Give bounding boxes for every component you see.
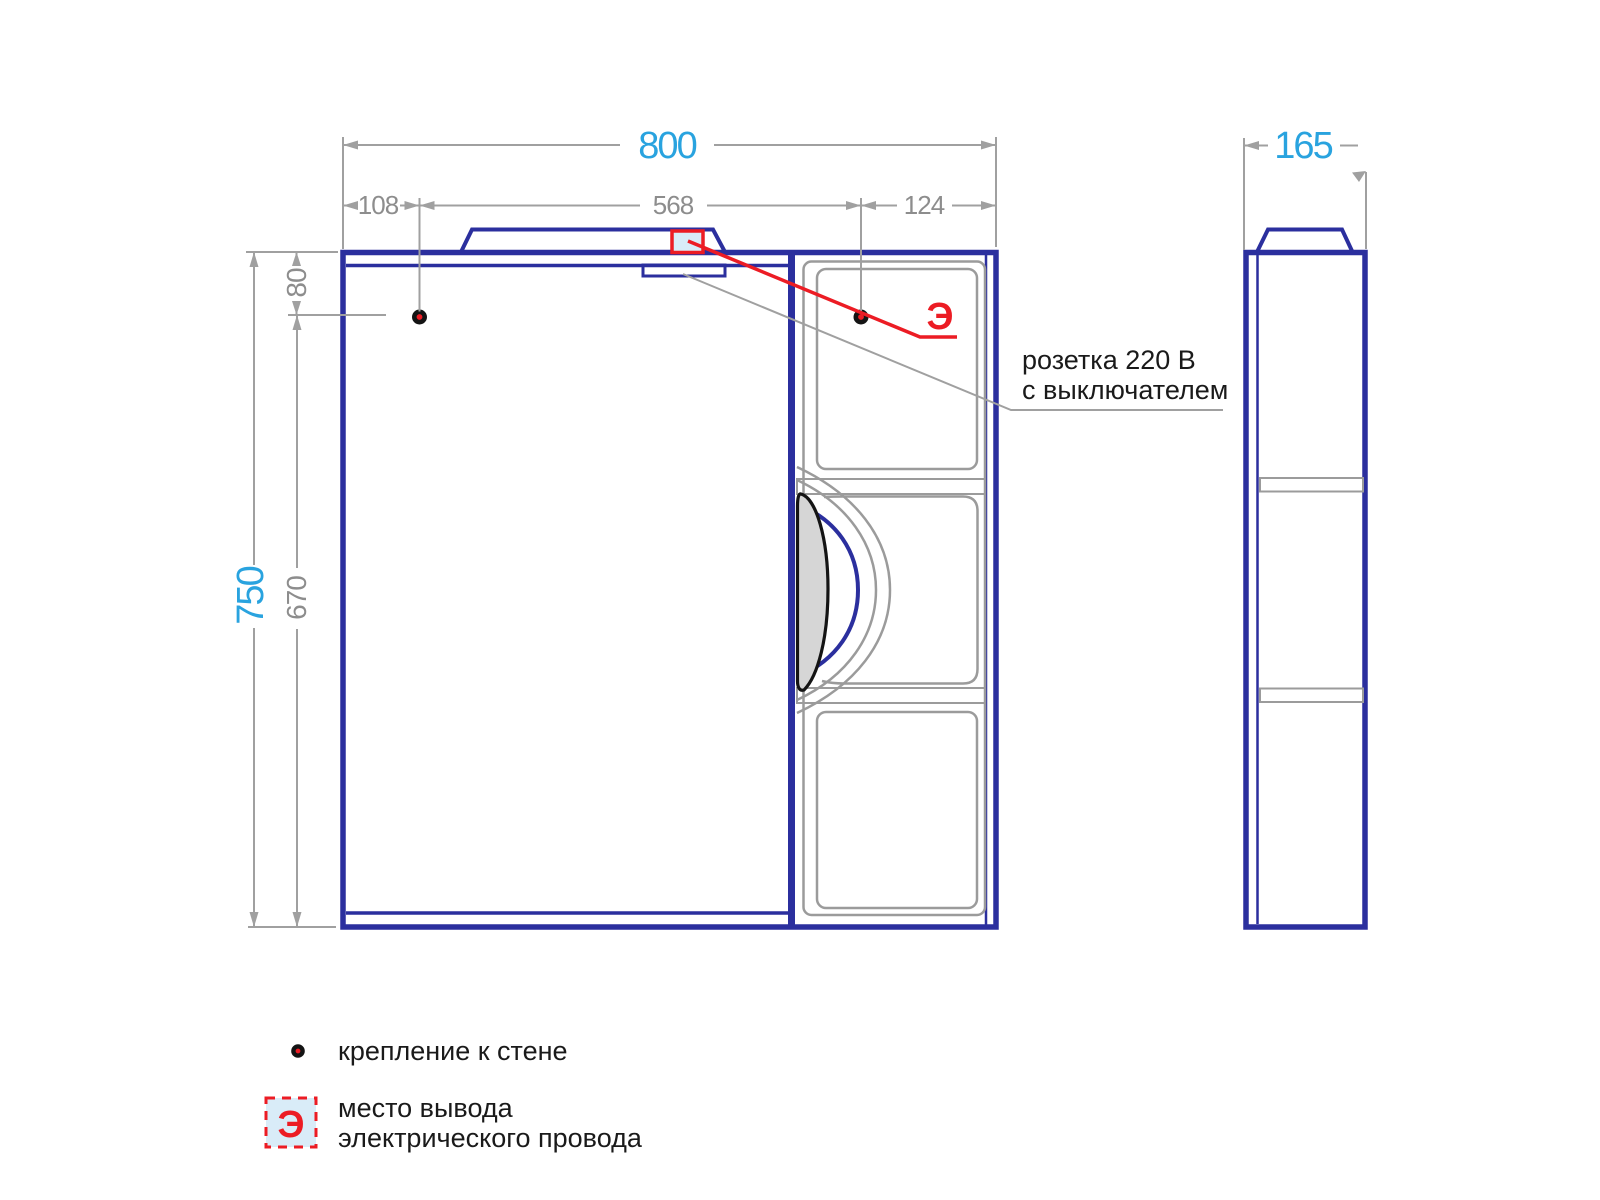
dim-124-arrow-right	[981, 201, 996, 210]
dim-mount-bottom-span: 670	[281, 576, 312, 620]
legend-mount-dot-icon	[293, 1046, 302, 1055]
wall-mount-dot-left	[414, 312, 424, 322]
electric-outlet-square	[672, 231, 703, 253]
dim-670-arrow-top	[293, 315, 302, 330]
legend-mount-label: крепление к стене	[338, 1036, 568, 1066]
dim-165-arrow-left	[1244, 141, 1259, 150]
dim-mount-right-offset: 124	[903, 190, 945, 220]
dim-800-arrow-right	[981, 141, 996, 150]
dim-670-arrow-bottom	[293, 912, 302, 927]
dim-124-arrow-left	[861, 201, 876, 210]
mount-dots	[414, 312, 866, 322]
door-bottom-panel	[817, 712, 977, 908]
side-shelf-top	[1260, 478, 1363, 492]
dim-overall-width: 800	[638, 125, 696, 167]
dim-750-arrow-top	[250, 252, 259, 267]
door-arc-handle	[797, 467, 890, 713]
dim-80-arrow-top	[292, 252, 301, 266]
dim-mount-top-offset: 80	[281, 268, 312, 298]
electric-leader-line	[688, 241, 957, 337]
side-lamp-cornice	[1257, 230, 1353, 253]
front-view	[343, 230, 996, 928]
side-outer-body	[1246, 253, 1365, 928]
dim-80-arrow-bottom	[292, 301, 301, 315]
electric-symbol-label: Э	[926, 296, 954, 338]
dim-568-arrow-left	[420, 201, 435, 210]
dim-depth: 165	[1274, 125, 1332, 167]
dim-108-arrow-right	[405, 201, 420, 210]
socket-label-line1: розетка 220 В	[1022, 345, 1196, 375]
legend-electric-label-line1: место вывода	[338, 1093, 513, 1123]
dim-overall-height: 750	[230, 567, 272, 625]
legend-electric-symbol: Э	[277, 1104, 305, 1146]
dim-mount-span: 568	[652, 190, 694, 220]
side-shelf-bottom	[1260, 689, 1363, 703]
dim-165-arrow-right	[1352, 171, 1366, 182]
side-view	[1246, 230, 1365, 928]
socket-label-line2: с выключателем	[1022, 375, 1229, 405]
door-middle-panel	[822, 497, 978, 684]
legend	[266, 1036, 643, 1153]
front-outer-body	[343, 253, 996, 928]
dim-800-arrow-left	[343, 141, 358, 150]
front-shelf-bottom	[797, 688, 985, 703]
dim-108-arrow-left	[343, 201, 358, 210]
door-outer-panel	[804, 262, 986, 916]
dim-750-arrow-bottom	[250, 912, 259, 927]
legend-electric-label-line2: электрического провода	[338, 1123, 642, 1153]
dim-mount-left-offset: 108	[357, 190, 399, 220]
dim-568-arrow-right	[846, 201, 861, 210]
